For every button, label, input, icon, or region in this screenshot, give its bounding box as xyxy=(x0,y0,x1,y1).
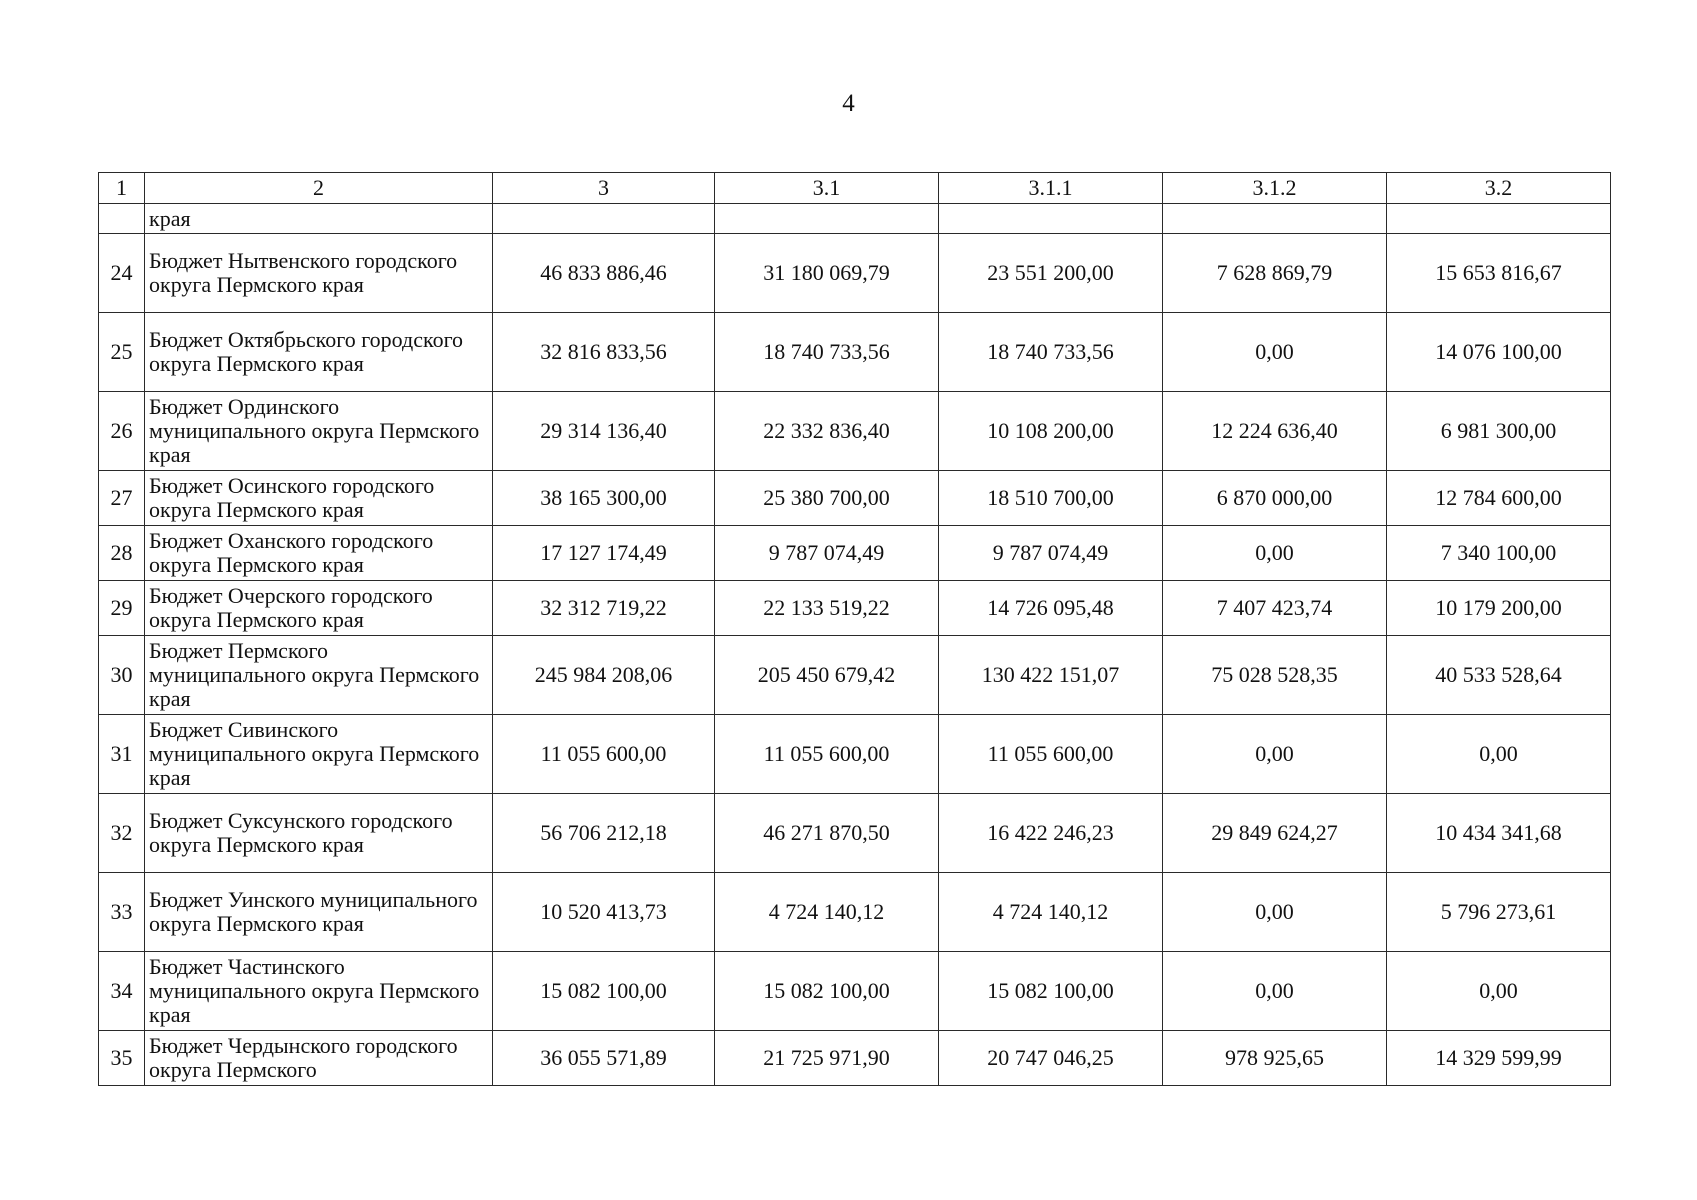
value-col-3-1-2: 0,00 xyxy=(1163,313,1387,392)
table-row xyxy=(99,526,1611,581)
value-col-3-2: 7 340 100,00 xyxy=(1387,526,1611,581)
value-col-3-2: 0,00 xyxy=(1387,952,1611,1031)
value-col-3: 17 127 174,49 xyxy=(493,526,715,581)
value-col-3: 11 055 600,00 xyxy=(493,715,715,794)
budget-name: Бюджет Октябрьского городского округа Пермского края xyxy=(145,313,493,392)
value-col-3-1-2: 12 224 636,40 xyxy=(1163,392,1387,471)
header-cell-col-1: 1 xyxy=(99,173,145,204)
value-col-3-1: 9 787 074,49 xyxy=(715,526,939,581)
row-number: 34 xyxy=(99,952,145,1031)
table-row xyxy=(99,873,1611,952)
row-number: 35 xyxy=(99,1031,145,1086)
header-cell-col-3-2: 3.2 xyxy=(1387,173,1611,204)
value-col-3-1: 22 133 519,22 xyxy=(715,581,939,636)
value-col-3-1-1: 18 740 733,56 xyxy=(939,313,1163,392)
value-col-3-1-1: 23 551 200,00 xyxy=(939,234,1163,313)
value-col-3-2: 15 653 816,67 xyxy=(1387,234,1611,313)
value-col-3-1: 46 271 870,50 xyxy=(715,794,939,873)
page-number: 4 xyxy=(842,90,855,117)
budget-name: края xyxy=(145,204,493,234)
budget-name: Бюджет Суксунского городского округа Пермского края xyxy=(145,794,493,873)
value-col-3-2: 14 329 599,99 xyxy=(1387,1031,1611,1086)
budget-name: Бюджет Нытвенского городского округа Пермского края xyxy=(145,234,493,313)
value-col-3-1-2: 0,00 xyxy=(1163,873,1387,952)
continuation-row xyxy=(99,204,1611,234)
value-col-3-1: 25 380 700,00 xyxy=(715,471,939,526)
value-col-3: 245 984 208,06 xyxy=(493,636,715,715)
value-col-3: 56 706 212,18 xyxy=(493,794,715,873)
value-col-3-1-2 xyxy=(1163,204,1387,234)
value-col-3-2: 0,00 xyxy=(1387,715,1611,794)
row-number: 32 xyxy=(99,794,145,873)
value-col-3-1: 4 724 140,12 xyxy=(715,873,939,952)
table-row xyxy=(99,471,1611,526)
value-col-3-1-1: 130 422 151,07 xyxy=(939,636,1163,715)
value-col-3-1-1: 10 108 200,00 xyxy=(939,392,1163,471)
value-col-3-2: 5 796 273,61 xyxy=(1387,873,1611,952)
header-row xyxy=(99,173,1611,204)
row-number: 30 xyxy=(99,636,145,715)
value-col-3-1-1: 4 724 140,12 xyxy=(939,873,1163,952)
header-cell-col-2: 2 xyxy=(145,173,493,204)
value-col-3-1-2: 29 849 624,27 xyxy=(1163,794,1387,873)
table-row xyxy=(99,715,1611,794)
table-row xyxy=(99,313,1611,392)
row-number: 25 xyxy=(99,313,145,392)
budget-name: Бюджет Пермского муниципального округа Пермского края xyxy=(145,636,493,715)
budget-name: Бюджет Ординского муниципального округа Пермского края xyxy=(145,392,493,471)
budget-name: Бюджет Чердынского городского округа Пермского xyxy=(145,1031,493,1086)
budget-table xyxy=(98,172,1611,1086)
value-col-3: 32 816 833,56 xyxy=(493,313,715,392)
value-col-3-2: 6 981 300,00 xyxy=(1387,392,1611,471)
row-number: 26 xyxy=(99,392,145,471)
header-cell-col-3: 3 xyxy=(493,173,715,204)
value-col-3-1 xyxy=(715,204,939,234)
value-col-3-1-2: 978 925,65 xyxy=(1163,1031,1387,1086)
value-col-3-1: 11 055 600,00 xyxy=(715,715,939,794)
value-col-3: 29 314 136,40 xyxy=(493,392,715,471)
value-col-3-2: 12 784 600,00 xyxy=(1387,471,1611,526)
header-cell-col-3-1: 3.1 xyxy=(715,173,939,204)
value-col-3-2: 40 533 528,64 xyxy=(1387,636,1611,715)
value-col-3-1-1: 20 747 046,25 xyxy=(939,1031,1163,1086)
budget-name: Бюджет Осинского городского округа Пермского края xyxy=(145,471,493,526)
value-col-3-1-2: 7 407 423,74 xyxy=(1163,581,1387,636)
table-row xyxy=(99,636,1611,715)
value-col-3-1-1: 14 726 095,48 xyxy=(939,581,1163,636)
row-number: 33 xyxy=(99,873,145,952)
table-row xyxy=(99,952,1611,1031)
table-body xyxy=(99,204,1611,1086)
value-col-3: 36 055 571,89 xyxy=(493,1031,715,1086)
row-number: 24 xyxy=(99,234,145,313)
table-row xyxy=(99,581,1611,636)
value-col-3-1: 18 740 733,56 xyxy=(715,313,939,392)
value-col-3-2: 10 179 200,00 xyxy=(1387,581,1611,636)
value-col-3-1-1: 9 787 074,49 xyxy=(939,526,1163,581)
value-col-3-1: 15 082 100,00 xyxy=(715,952,939,1031)
table-row xyxy=(99,1031,1611,1086)
value-col-3-1-1 xyxy=(939,204,1163,234)
value-col-3-1-1: 16 422 246,23 xyxy=(939,794,1163,873)
table-row xyxy=(99,794,1611,873)
value-col-3-1-2: 7 628 869,79 xyxy=(1163,234,1387,313)
row-number: 31 xyxy=(99,715,145,794)
row-number: 29 xyxy=(99,581,145,636)
value-col-3-2: 10 434 341,68 xyxy=(1387,794,1611,873)
budget-name: Бюджет Сивинского муниципального округа Пермского края xyxy=(145,715,493,794)
value-col-3: 38 165 300,00 xyxy=(493,471,715,526)
value-col-3-1: 22 332 836,40 xyxy=(715,392,939,471)
value-col-3 xyxy=(493,204,715,234)
value-col-3-1-2: 0,00 xyxy=(1163,715,1387,794)
value-col-3: 10 520 413,73 xyxy=(493,873,715,952)
header-cell-col-3-1-1: 3.1.1 xyxy=(939,173,1163,204)
value-col-3-1-1: 11 055 600,00 xyxy=(939,715,1163,794)
value-col-3-1-1: 15 082 100,00 xyxy=(939,952,1163,1031)
value-col-3-1-2: 75 028 528,35 xyxy=(1163,636,1387,715)
value-col-3-1-2: 6 870 000,00 xyxy=(1163,471,1387,526)
value-col-3: 15 082 100,00 xyxy=(493,952,715,1031)
header-cell-col-3-1-2: 3.1.2 xyxy=(1163,173,1387,204)
table-row xyxy=(99,234,1611,313)
value-col-3-1: 21 725 971,90 xyxy=(715,1031,939,1086)
budget-name: Бюджет Уинского муниципального округа Пермского края xyxy=(145,873,493,952)
budget-name: Бюджет Очерского городского округа Пермского края xyxy=(145,581,493,636)
budget-name: Бюджет Оханского городского округа Пермского края xyxy=(145,526,493,581)
value-col-3-2: 14 076 100,00 xyxy=(1387,313,1611,392)
value-col-3-1: 205 450 679,42 xyxy=(715,636,939,715)
table-row xyxy=(99,392,1611,471)
row-number: 27 xyxy=(99,471,145,526)
budget-name: Бюджет Частинского муниципального округа Пермского края xyxy=(145,952,493,1031)
row-number: 28 xyxy=(99,526,145,581)
value-col-3-1: 31 180 069,79 xyxy=(715,234,939,313)
value-col-3-2 xyxy=(1387,204,1611,234)
value-col-3-1-2: 0,00 xyxy=(1163,526,1387,581)
row-number xyxy=(99,204,145,234)
value-col-3-1-2: 0,00 xyxy=(1163,952,1387,1031)
value-col-3: 46 833 886,46 xyxy=(493,234,715,313)
value-col-3-1-1: 18 510 700,00 xyxy=(939,471,1163,526)
value-col-3: 32 312 719,22 xyxy=(493,581,715,636)
